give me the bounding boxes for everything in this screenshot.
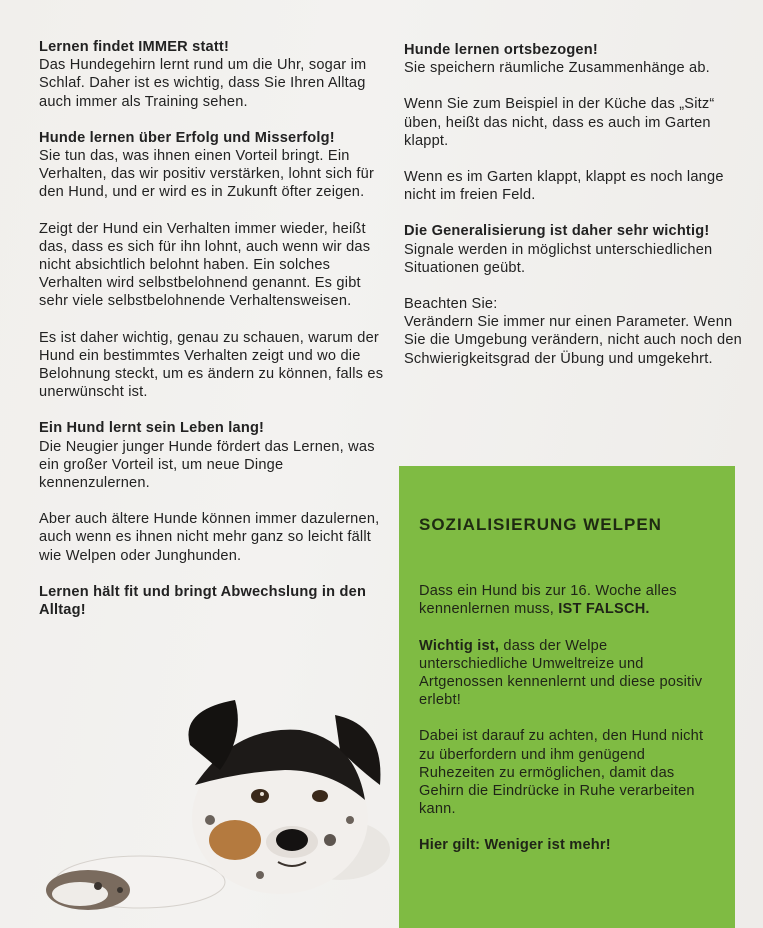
socialization-p3: Dabei ist darauf zu achten, den Hund nicht zu überfordern und ihm genügend Ruhezeiten zu ermöglichen, damit das Gehirn die Eindrücke in Ruhe verarbeiten kann.	[419, 728, 704, 818]
socialization-p2-text: dass der Welpe unterschiedliche Umweltreize und Artgenossen kennenlernt und diese positiv erlebt!	[419, 637, 703, 709]
block-garden-example	[404, 168, 744, 204]
block-older-dogs	[39, 510, 394, 565]
socialization-p2-bold: Wichtig ist,	[419, 637, 500, 654]
puppy-photo	[30, 690, 400, 928]
block-note	[404, 295, 744, 368]
socialization-p4	[419, 836, 715, 854]
text-self-rewarding: Zeigt der Hund ein Verhalten immer wieder, heißt das, dass es sich für ihn lohnt, auch wenn wir das nicht absichtlich belohnt haben. Ein solches Verhalten wird selbstbelohnend genannt. Es gibt sehr viele selbstbelohnende Verhaltensweisen.	[39, 220, 371, 310]
block-learning-always	[39, 38, 394, 111]
block-lifelong-learning	[39, 419, 394, 492]
block-kitchen-example	[404, 95, 744, 150]
socialization-p1-text: Dass ein Hund bis zur 16. Woche alles kennenlernen muss,	[419, 583, 677, 618]
heading-success-failure: Hunde lernen über Erfolg und Misserfolg!	[39, 129, 335, 146]
text-older-dogs: Aber auch ältere Hunde können immer dazulernen, auch wenn es ihnen nicht mehr ganz so leicht fällt wie Welpen oder Junghunden.	[39, 511, 380, 564]
label-note: Beachten Sie:	[404, 296, 498, 313]
text-lifelong-learning: Die Neugier junger Hunde fördert das Lernen, was ein großer Vorteil ist, um neue Dinge kennenzulernen.	[39, 438, 375, 492]
text-note: Verändern Sie immer nur einen Parameter. Wenn Sie die Umgebung verändern, nicht auch noch den Schwierigkeitsgrad der Übung und umgekehrt.	[404, 314, 742, 367]
heading-keeps-fit: Lernen hält fit und bringt Abwechslung in den Alltag!	[39, 583, 367, 619]
right-column	[404, 41, 744, 386]
socialization-p1-bold: IST FALSCH.	[558, 601, 650, 618]
block-location	[404, 41, 744, 77]
text-generalization: Signale werden in möglichst unterschiedlichen Situationen geübt.	[404, 241, 713, 276]
heading-lifelong-learning: Ein Hund lernt sein Leben lang!	[39, 420, 265, 437]
block-keeps-fit	[39, 583, 394, 619]
text-success-failure: Sie tun das, was ihnen einen Vorteil bringt. Ein Verhalten, das wir positiv verstärken, lohnt sich für den Hund, und er wird es in Zukunft öfter zeigen.	[39, 148, 375, 201]
text-learning-always: Das Hundegehirn lernt rund um die Uhr, sogar im Schlaf. Daher ist es wichtig, dass Sie Ihren Alltag auch immer als Training sehen.	[39, 57, 367, 110]
heading-location: Hunde lernen ortsbezogen!	[404, 42, 598, 58]
block-observe-reward	[39, 329, 394, 402]
heading-learning-always: Lernen findet IMMER statt!	[39, 39, 230, 55]
block-success-failure	[39, 129, 394, 202]
text-location: Sie speichern räumliche Zusammenhänge ab.	[404, 60, 710, 77]
heading-generalization: Die Generalisierung ist daher sehr wichtig!	[404, 223, 710, 240]
text-garden-example: Wenn es im Garten klappt, klappt es noch lange nicht im freien Feld.	[404, 169, 724, 204]
block-generalization	[404, 222, 744, 277]
text-observe-reward: Es ist daher wichtig, genau zu schauen, warum der Hund ein bestimmtes Verhalten zeigt und wo die Belohnung steckt, um es ändern zu können, falls es unerwünscht ist.	[39, 329, 384, 401]
socialization-p1	[419, 582, 715, 618]
socialization-p2	[419, 637, 715, 710]
text-kitchen-example: Wenn Sie zum Beispiel in der Küche das „Sitz“ üben, heißt das nicht, dass es auch im Garten klappt.	[404, 96, 715, 149]
socialization-box	[399, 466, 735, 928]
left-column	[39, 38, 394, 637]
socialization-title: SOZIALISIERUNG WELPEN	[419, 515, 662, 534]
block-self-rewarding	[39, 220, 394, 311]
socialization-p4-bold: Hier gilt: Weniger ist mehr!	[419, 837, 611, 854]
